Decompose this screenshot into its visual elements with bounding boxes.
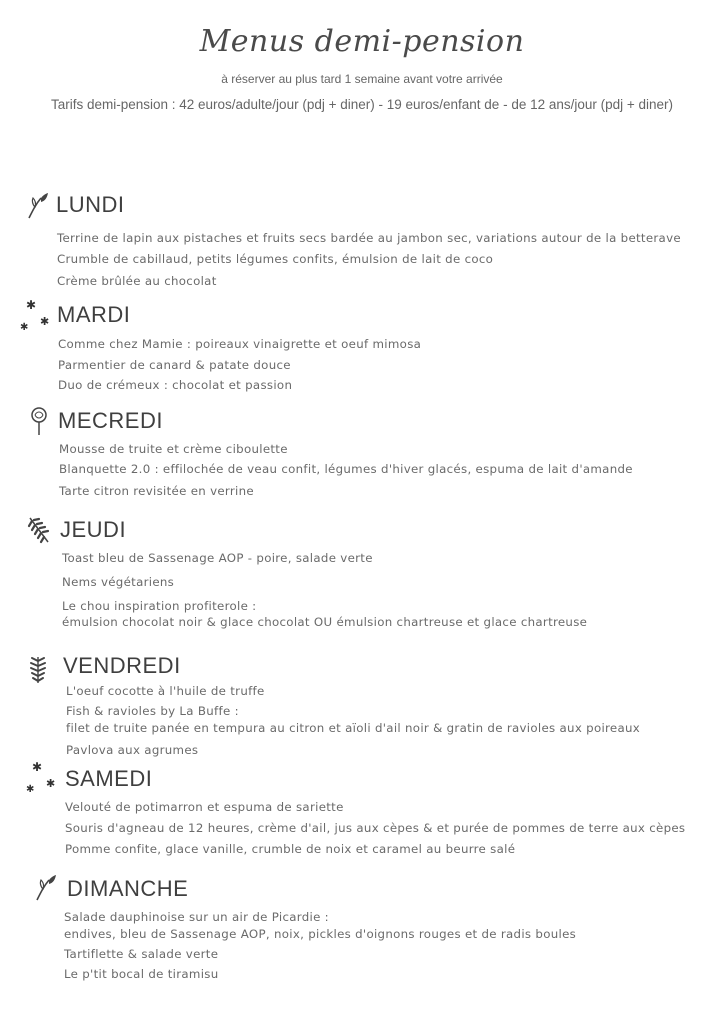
- menu-item: Crumble de cabillaud, petits légumes confits, émulsion de lait de coco: [57, 252, 494, 266]
- menu-item: filet de truite panée en tempura au citron et aïoli d'ail noir & gratin de ravioles aux poireaux: [66, 721, 641, 735]
- lavender-icon: [28, 655, 48, 685]
- menu-item: Velouté de potimarron et espuma de sariette: [65, 800, 344, 814]
- menu-item: Pomme confite, glace vanille, crumble de noix et caramel au beurre salé: [65, 842, 516, 856]
- price-info: Tarifs demi-pension : 42 euros/adulte/jour (pdj + diner) - 19 euros/enfant de - de 12 ans/jour (pdj + diner): [50, 97, 674, 112]
- leaf-sprig-icon: [34, 874, 58, 902]
- menu-item: Tarte citron revisitée en verrine: [59, 484, 254, 498]
- day-title-dimanche: DIMANCHE: [67, 876, 189, 901]
- menu-item: Comme chez Mamie : poireaux vinaigrette et oeuf mimosa: [58, 337, 422, 351]
- menu-item: Le p'tit bocal de tiramisu: [64, 967, 219, 981]
- day-title-samedi: SAMEDI: [65, 766, 153, 791]
- fern-leaf-icon: [26, 514, 52, 544]
- svg-text:✱: ✱: [46, 777, 56, 790]
- menu-item: Terrine de lapin aux pistaches et fruits secs bardée au jambon sec, variations autour de la betterave: [57, 231, 681, 245]
- leaf-sprig-icon: [26, 192, 50, 220]
- menu-item: Toast bleu de Sassenage AOP - poire, salade verte: [62, 551, 373, 565]
- menu-item: Tartiflette & salade verte: [64, 947, 219, 961]
- svg-text:✱: ✱: [26, 784, 35, 795]
- menu-item: Crème brûlée au chocolat: [57, 274, 217, 288]
- menu-item: Blanquette 2.0 : effilochée de veau confit, légumes d'hiver glacés, espuma de lait d'amande: [59, 462, 633, 476]
- svg-text:✱: ✱: [20, 322, 29, 333]
- menu-item: L'oeuf cocotte à l'huile de truffe: [66, 684, 265, 698]
- reservation-note: à réserver au plus tard 1 semaine avant votre arrivée: [221, 72, 503, 86]
- day-title-mecredi: MECREDI: [58, 408, 163, 433]
- menu-item: Nems végétariens: [62, 575, 175, 589]
- flower-icon: [28, 406, 50, 436]
- day-title-mardi: MARDI: [57, 302, 131, 327]
- day-title-jeudi: JEUDI: [60, 517, 127, 542]
- menu-item: Duo de crémeux : chocolat et passion: [58, 378, 293, 392]
- menu-item: Souris d'agneau de 12 heures, crème d'ail, jus aux cèpes & et purée de pommes de terre aux cèpes: [65, 821, 686, 835]
- svg-text:✱: ✱: [40, 315, 50, 328]
- menu-item: Mousse de truite et crème ciboulette: [59, 442, 288, 456]
- stars-icon: [24, 759, 60, 795]
- page-title: Menus demi-pension: [199, 24, 525, 59]
- menu-item: Fish & ravioles by La Buffe :: [66, 704, 239, 718]
- svg-text:✱: ✱: [32, 760, 43, 774]
- menu-item: Parmentier de canard & patate douce: [58, 358, 291, 372]
- svg-text:✱: ✱: [26, 298, 37, 312]
- menu-item: Pavlova aux agrumes: [66, 743, 199, 757]
- day-title-vendredi: VENDREDI: [63, 653, 181, 678]
- menu-item: Le chou inspiration profiterole :: [62, 599, 257, 613]
- menu-item: endives, bleu de Sassenage AOP, noix, pickles d'oignons rouges et de radis boules: [64, 927, 577, 941]
- menu-item: émulsion chocolat noir & glace chocolat OU émulsion chartreuse et glace chartreuse: [62, 615, 588, 629]
- stars-icon: [18, 297, 54, 333]
- day-title-lundi: LUNDI: [56, 192, 125, 217]
- menu-item: Salade dauphinoise sur un air de Picardie :: [64, 910, 329, 924]
